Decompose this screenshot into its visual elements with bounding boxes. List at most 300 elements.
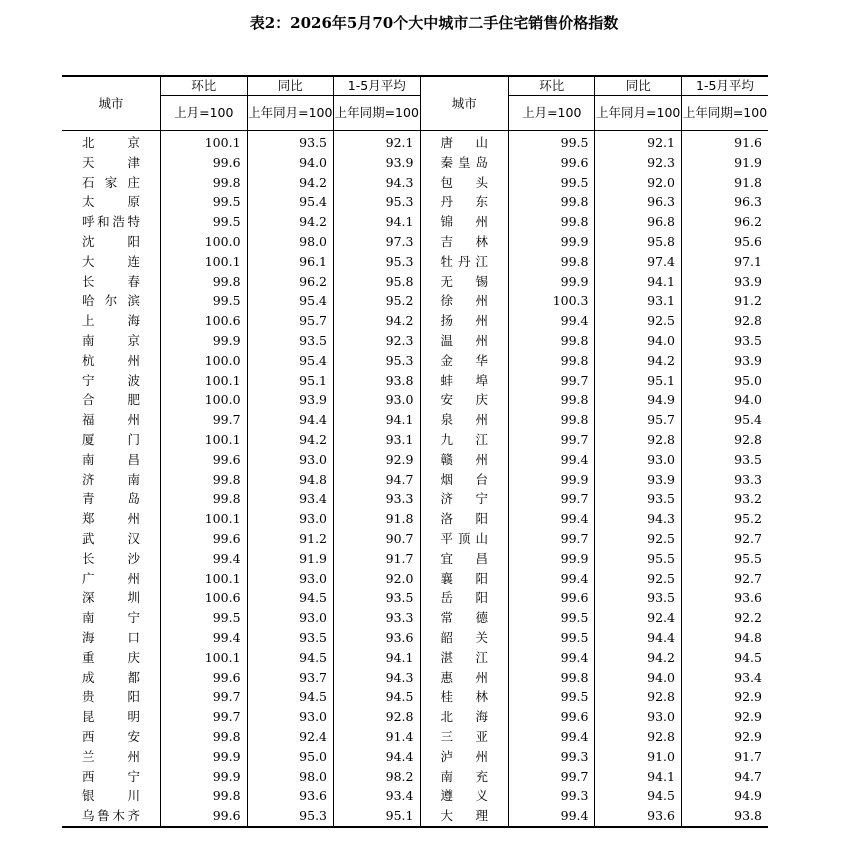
avg-header-right: 1-5月平均 (681, 76, 768, 96)
city-left: 福州 (82, 412, 141, 428)
city-right: 遵义 (420, 786, 509, 806)
city-left: 石家庄 (82, 174, 141, 190)
city-right: 大理 (420, 806, 509, 827)
avg-value-left: 93.1 (334, 430, 420, 450)
yoy-value-right: 93.5 (595, 588, 681, 608)
yoy-header-left: 同比 (247, 76, 333, 96)
table-row (62, 430, 768, 450)
city-left: 北京 (82, 135, 141, 150)
mom-value-left: 99.7 (161, 707, 247, 727)
price-index-table (62, 75, 768, 828)
mom-value-left: 99.8 (161, 272, 247, 292)
avg-value-right: 91.7 (681, 747, 768, 767)
mom-value-right: 99.8 (509, 668, 595, 688)
mom-value-left: 99.7 (161, 410, 247, 430)
yoy-value-left: 94.5 (247, 588, 333, 608)
city-right: 金华 (420, 351, 509, 371)
table-row (62, 747, 768, 767)
avg-value-left: 93.9 (334, 153, 420, 173)
yoy-value-left: 93.9 (247, 390, 333, 410)
yoy-value-right: 95.8 (595, 232, 681, 252)
yoy-value-right: 93.1 (595, 291, 681, 311)
yoy-value-right: 94.2 (595, 648, 681, 668)
avg-value-left: 95.2 (334, 291, 420, 311)
mom-value-right: 99.8 (509, 252, 595, 272)
yoy-value-left: 94.0 (247, 153, 333, 173)
city-left: 西宁 (82, 768, 141, 784)
yoy-value-right: 92.1 (595, 131, 681, 153)
city-left: 天津 (82, 154, 141, 170)
avg-value-left: 93.3 (334, 608, 420, 628)
avg-value-right: 94.5 (681, 648, 768, 668)
yoy-value-right: 94.1 (595, 767, 681, 787)
table-row (62, 608, 768, 628)
city-right: 襄阳 (420, 569, 509, 589)
avg-value-right: 91.6 (681, 131, 768, 153)
avg-value-left: 95.8 (334, 272, 420, 292)
city-right: 吉林 (420, 232, 509, 252)
yoy-value-left: 94.2 (247, 430, 333, 450)
avg-value-left: 92.8 (334, 707, 420, 727)
city-left: 济南 (82, 471, 141, 487)
avg-value-left: 92.1 (334, 131, 420, 153)
mom-value-right: 99.6 (509, 588, 595, 608)
avg-value-right: 91.8 (681, 173, 768, 193)
city-left: 宁波 (82, 372, 141, 388)
mom-value-right: 99.9 (509, 470, 595, 490)
yoy-value-right: 94.0 (595, 331, 681, 351)
mom-value-left: 99.8 (161, 470, 247, 490)
yoy-value-left: 95.4 (247, 291, 333, 311)
city-left: 兰州 (82, 748, 141, 764)
yoy-header-right: 同比 (595, 76, 681, 96)
city-right: 温州 (420, 331, 509, 351)
yoy-value-right: 96.3 (595, 192, 681, 212)
mom-value-left: 100.1 (161, 509, 247, 529)
mom-value-left: 99.6 (161, 153, 247, 173)
mom-value-right: 99.5 (509, 608, 595, 628)
yoy-value-right: 96.8 (595, 212, 681, 232)
avg-value-right: 92.7 (681, 529, 768, 549)
mom-value-right: 99.9 (509, 272, 595, 292)
table-row (62, 212, 768, 232)
mom-value-left: 100.1 (161, 569, 247, 589)
mom-value-left: 100.1 (161, 131, 247, 153)
yoy-value-left: 95.3 (247, 806, 333, 827)
mom-value-right: 99.8 (509, 351, 595, 371)
yoy-value-left: 98.0 (247, 767, 333, 787)
avg-value-left: 94.3 (334, 173, 420, 193)
table-title: 表2：2026年5月70个大中城市二手住宅销售价格指数 (249, 14, 619, 32)
table-row (62, 252, 768, 272)
avg-value-right: 93.4 (681, 668, 768, 688)
table-row (62, 668, 768, 688)
table-row (62, 331, 768, 351)
table-row (62, 450, 768, 470)
city-right: 无锡 (420, 272, 509, 292)
yoy-value-left: 94.2 (247, 212, 333, 232)
avg-header-left: 1-5月平均 (334, 76, 420, 96)
table-row (62, 569, 768, 589)
yoy-value-left: 95.4 (247, 351, 333, 371)
avg-value-right: 96.3 (681, 192, 768, 212)
city-left: 重庆 (82, 649, 141, 665)
yoy-value-left: 94.5 (247, 648, 333, 668)
avg-value-left: 95.3 (334, 192, 420, 212)
yoy-value-right: 94.1 (595, 272, 681, 292)
yoy-value-right: 93.9 (595, 470, 681, 490)
avg-value-right: 93.8 (681, 806, 768, 827)
mom-value-right: 99.7 (509, 430, 595, 450)
mom-value-right: 99.6 (509, 153, 595, 173)
mom-value-left: 100.0 (161, 390, 247, 410)
yoy-value-left: 93.0 (247, 509, 333, 529)
table-row (62, 549, 768, 569)
avg-value-right: 93.9 (681, 351, 768, 371)
yoy-value-left: 93.5 (247, 628, 333, 648)
yoy-value-left: 93.0 (247, 707, 333, 727)
avg-value-left: 93.0 (334, 390, 420, 410)
city-left: 银川 (82, 788, 141, 804)
avg-value-left: 92.9 (334, 450, 420, 470)
mom-value-right: 99.4 (509, 450, 595, 470)
avg-value-left: 93.3 (334, 489, 420, 509)
avg-value-right: 94.7 (681, 767, 768, 787)
avg-value-left: 97.3 (334, 232, 420, 252)
mom-value-left: 99.5 (161, 608, 247, 628)
avg-value-right: 92.9 (681, 707, 768, 727)
yoy-value-right: 94.0 (595, 668, 681, 688)
mom-value-left: 99.5 (161, 291, 247, 311)
avg-value-left: 94.4 (334, 747, 420, 767)
yoy-value-right: 93.6 (595, 806, 681, 827)
avg-value-left: 93.4 (334, 786, 420, 806)
city-left: 长沙 (82, 550, 141, 566)
yoy-value-left: 93.5 (247, 131, 333, 153)
yoy-value-right: 92.3 (595, 153, 681, 173)
mom-value-left: 99.9 (161, 331, 247, 351)
mom-value-right: 99.8 (509, 410, 595, 430)
yoy-value-left: 95.7 (247, 311, 333, 331)
avg-value-right: 92.8 (681, 430, 768, 450)
avg-value-right: 92.8 (681, 311, 768, 331)
avg-value-left: 94.1 (334, 648, 420, 668)
city-right: 锦州 (420, 212, 509, 232)
city-left: 郑州 (82, 511, 141, 527)
city-left: 长春 (82, 273, 141, 289)
city-right: 洛阳 (420, 509, 509, 529)
city-right: 扬州 (420, 311, 509, 331)
mom-value-left: 99.9 (161, 767, 247, 787)
mom-value-right: 99.9 (509, 549, 595, 569)
mom-value-left: 99.6 (161, 668, 247, 688)
mom-value-left: 100.0 (161, 232, 247, 252)
city-left: 西安 (82, 728, 141, 744)
city-right: 北海 (420, 707, 509, 727)
avg-value-left: 91.4 (334, 727, 420, 747)
table-row (62, 529, 768, 549)
mom-value-left: 100.1 (161, 430, 247, 450)
city-right: 赣州 (420, 450, 509, 470)
city-left: 武汉 (82, 530, 141, 546)
avg-value-right: 93.9 (681, 272, 768, 292)
avg-value-left: 91.8 (334, 509, 420, 529)
table-row (62, 131, 768, 153)
table-row (62, 192, 768, 212)
avg-value-left: 94.7 (334, 470, 420, 490)
mom-value-left: 99.5 (161, 192, 247, 212)
table-row (62, 232, 768, 252)
avg-value-left: 95.3 (334, 351, 420, 371)
city-left: 上海 (82, 313, 141, 329)
city-left: 合肥 (82, 392, 141, 408)
mom-value-right: 99.5 (509, 628, 595, 648)
table-row (62, 588, 768, 608)
city-right: 三亚 (420, 727, 509, 747)
city-right: 湛江 (420, 648, 509, 668)
avg-value-right: 93.5 (681, 331, 768, 351)
city-left: 海口 (82, 629, 141, 645)
mom-base-right: 上月=100 (509, 96, 595, 131)
city-left: 南宁 (82, 610, 141, 626)
yoy-value-right: 91.0 (595, 747, 681, 767)
yoy-value-left: 94.5 (247, 687, 333, 707)
city-left: 青岛 (82, 491, 141, 507)
city-left: 沈阳 (82, 233, 141, 249)
mom-value-right: 99.7 (509, 767, 595, 787)
yoy-value-right: 94.2 (595, 351, 681, 371)
table-row (62, 153, 768, 173)
mom-value-right: 99.6 (509, 707, 595, 727)
avg-value-right: 93.2 (681, 489, 768, 509)
yoy-value-left: 96.1 (247, 252, 333, 272)
city-right: 九江 (420, 430, 509, 450)
city-right: 泸州 (420, 747, 509, 767)
yoy-value-left: 93.0 (247, 450, 333, 470)
mom-value-right: 99.4 (509, 569, 595, 589)
yoy-value-left: 91.2 (247, 529, 333, 549)
table-row (62, 351, 768, 371)
yoy-value-left: 93.6 (247, 786, 333, 806)
city-right: 桂林 (420, 687, 509, 707)
mom-value-right: 99.5 (509, 173, 595, 193)
yoy-value-left: 95.4 (247, 192, 333, 212)
table-row (62, 786, 768, 806)
city-right: 秦皇岛 (420, 153, 509, 173)
mom-value-left: 99.9 (161, 747, 247, 767)
city-right: 岳阳 (420, 588, 509, 608)
yoy-value-right: 95.7 (595, 410, 681, 430)
yoy-value-left: 91.9 (247, 549, 333, 569)
mom-value-left: 99.8 (161, 727, 247, 747)
table-row (62, 806, 768, 827)
mom-value-right: 99.4 (509, 806, 595, 827)
yoy-value-right: 95.1 (595, 371, 681, 391)
city-right: 惠州 (420, 668, 509, 688)
city-header-left: 城市 (62, 76, 161, 131)
mom-value-left: 99.8 (161, 173, 247, 193)
city-left: 大连 (82, 253, 141, 269)
mom-value-left: 99.6 (161, 806, 247, 827)
yoy-value-left: 95.1 (247, 371, 333, 391)
avg-value-right: 92.9 (681, 687, 768, 707)
yoy-value-left: 95.0 (247, 747, 333, 767)
yoy-base-left: 上年同月=100 (247, 96, 333, 131)
avg-value-right: 94.8 (681, 628, 768, 648)
city-header-right: 城市 (420, 76, 509, 131)
city-right: 蚌埠 (420, 371, 509, 391)
mom-value-left: 99.4 (161, 549, 247, 569)
table-row (62, 291, 768, 311)
mom-value-right: 99.7 (509, 489, 595, 509)
table-row (62, 390, 768, 410)
mom-header-right: 环比 (509, 76, 595, 96)
table-row (62, 687, 768, 707)
avg-value-right: 95.4 (681, 410, 768, 430)
city-right: 徐州 (420, 291, 509, 311)
mom-value-right: 99.4 (509, 311, 595, 331)
table-row (62, 767, 768, 787)
city-right: 济宁 (420, 489, 509, 509)
yoy-value-right: 92.8 (595, 687, 681, 707)
yoy-value-left: 93.0 (247, 569, 333, 589)
city-right: 宜昌 (420, 549, 509, 569)
mom-value-right: 99.4 (509, 509, 595, 529)
yoy-value-right: 92.5 (595, 311, 681, 331)
city-right: 丹东 (420, 192, 509, 212)
mom-base-left: 上月=100 (161, 96, 247, 131)
avg-value-right: 94.0 (681, 390, 768, 410)
mom-value-left: 99.7 (161, 687, 247, 707)
avg-base-right: 上年同期=100 (681, 96, 768, 131)
mom-value-left: 100.1 (161, 252, 247, 272)
city-left: 杭州 (82, 352, 141, 368)
yoy-value-left: 94.8 (247, 470, 333, 490)
mom-value-left: 99.6 (161, 529, 247, 549)
avg-value-right: 93.5 (681, 450, 768, 470)
mom-value-left: 100.0 (161, 351, 247, 371)
yoy-value-right: 92.8 (595, 727, 681, 747)
mom-value-right: 99.4 (509, 727, 595, 747)
mom-value-left: 99.6 (161, 450, 247, 470)
avg-value-right: 95.6 (681, 232, 768, 252)
avg-value-right: 95.2 (681, 509, 768, 529)
city-right: 南充 (420, 767, 509, 787)
avg-value-right: 92.9 (681, 727, 768, 747)
city-right: 烟台 (420, 470, 509, 490)
table-row (62, 707, 768, 727)
city-left: 厦门 (82, 431, 141, 447)
avg-value-right: 93.3 (681, 470, 768, 490)
city-right: 包头 (420, 173, 509, 193)
mom-value-right: 99.5 (509, 687, 595, 707)
city-left: 南昌 (82, 451, 141, 467)
city-left: 深圳 (82, 590, 141, 606)
yoy-value-right: 94.3 (595, 509, 681, 529)
avg-value-left: 94.5 (334, 687, 420, 707)
table-row (62, 648, 768, 668)
avg-value-left: 93.6 (334, 628, 420, 648)
avg-value-left: 93.5 (334, 588, 420, 608)
table-row (62, 489, 768, 509)
table-row (62, 410, 768, 430)
avg-value-right: 94.9 (681, 786, 768, 806)
table-body (62, 131, 768, 827)
mom-value-right: 100.3 (509, 291, 595, 311)
yoy-value-right: 95.5 (595, 549, 681, 569)
yoy-value-left: 93.0 (247, 608, 333, 628)
mom-value-left: 100.1 (161, 648, 247, 668)
yoy-value-right: 93.0 (595, 450, 681, 470)
mom-value-left: 100.1 (161, 371, 247, 391)
mom-value-right: 99.3 (509, 786, 595, 806)
mom-value-right: 99.5 (509, 131, 595, 153)
mom-value-right: 99.3 (509, 747, 595, 767)
avg-value-left: 95.1 (334, 806, 420, 827)
table-row (62, 470, 768, 490)
yoy-value-right: 92.8 (595, 430, 681, 450)
table-row (62, 173, 768, 193)
city-right: 韶关 (420, 628, 509, 648)
city-right: 常德 (420, 608, 509, 628)
mom-value-right: 99.4 (509, 648, 595, 668)
table-row (62, 272, 768, 292)
table-header (62, 76, 768, 131)
mom-value-left: 99.4 (161, 628, 247, 648)
yoy-value-right: 92.5 (595, 569, 681, 589)
avg-value-left: 94.1 (334, 212, 420, 232)
mom-value-right: 99.7 (509, 371, 595, 391)
city-right: 平顶山 (420, 529, 509, 549)
yoy-value-left: 92.4 (247, 727, 333, 747)
avg-value-left: 95.3 (334, 252, 420, 272)
mom-header-left: 环比 (161, 76, 247, 96)
yoy-value-left: 94.2 (247, 173, 333, 193)
mom-value-left: 99.8 (161, 489, 247, 509)
yoy-value-left: 96.2 (247, 272, 333, 292)
mom-value-right: 99.8 (509, 390, 595, 410)
avg-value-right: 91.9 (681, 153, 768, 173)
yoy-value-left: 94.4 (247, 410, 333, 430)
yoy-value-left: 98.0 (247, 232, 333, 252)
table-row (62, 628, 768, 648)
yoy-value-left: 93.7 (247, 668, 333, 688)
city-right: 安庆 (420, 390, 509, 410)
avg-value-right: 95.5 (681, 549, 768, 569)
city-left: 乌鲁木齐 (82, 808, 141, 824)
mom-value-right: 99.8 (509, 192, 595, 212)
avg-value-left: 94.3 (334, 668, 420, 688)
yoy-value-right: 92.0 (595, 173, 681, 193)
avg-value-left: 91.7 (334, 549, 420, 569)
avg-value-left: 94.1 (334, 410, 420, 430)
avg-value-right: 91.2 (681, 291, 768, 311)
avg-base-left: 上年同期=100 (334, 96, 420, 131)
table-row (62, 311, 768, 331)
avg-value-left: 93.8 (334, 371, 420, 391)
table-row (62, 509, 768, 529)
avg-value-right: 95.0 (681, 371, 768, 391)
avg-value-right: 97.1 (681, 252, 768, 272)
mom-value-right: 99.7 (509, 529, 595, 549)
avg-value-right: 92.2 (681, 608, 768, 628)
yoy-value-right: 93.0 (595, 707, 681, 727)
city-left: 呼和浩特 (82, 214, 141, 230)
city-right: 牡丹江 (420, 252, 509, 272)
yoy-value-right: 92.4 (595, 608, 681, 628)
yoy-value-left: 93.4 (247, 489, 333, 509)
mom-value-left: 99.8 (161, 786, 247, 806)
